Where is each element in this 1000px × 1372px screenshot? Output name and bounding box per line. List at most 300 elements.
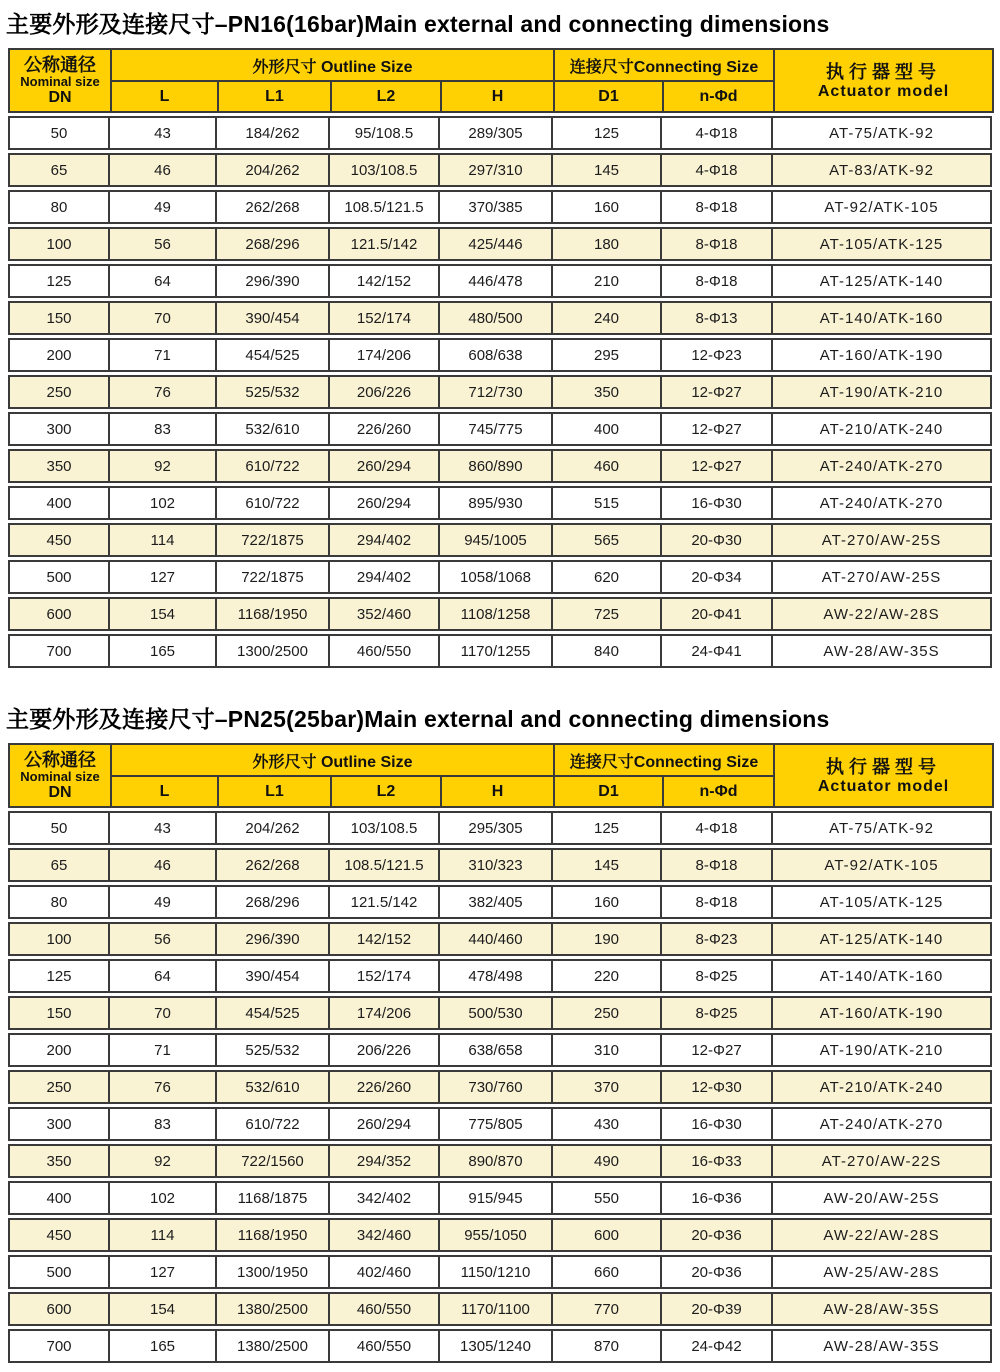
col-header-actuator <box>774 49 993 112</box>
table-cell: 152/174 <box>330 301 440 335</box>
table-cell: 955/1050 <box>440 1218 553 1252</box>
table-cell: 296/390 <box>217 922 330 956</box>
col-header-L1: L1 <box>218 81 331 112</box>
table-cell: 260/294 <box>330 486 440 520</box>
table-cell: 65 <box>8 153 110 187</box>
table-row <box>8 412 992 446</box>
table-cell: 350 <box>8 1144 110 1178</box>
table-cell: 402/460 <box>330 1255 440 1289</box>
table-cell: 71 <box>110 338 217 372</box>
col-header-H: H <box>441 81 554 112</box>
table-row <box>8 523 992 557</box>
table-cell: 500 <box>8 560 110 594</box>
pn25-header-table <box>8 743 994 808</box>
table-cell: AW-22/AW-28S <box>773 597 992 631</box>
table-cell: 152/174 <box>330 959 440 993</box>
table-cell: 300 <box>8 412 110 446</box>
table-cell: AT-210/ATK-240 <box>773 412 992 446</box>
col-header-nominal <box>9 744 111 807</box>
col-header-D1: D1 <box>554 81 663 112</box>
table-cell: AW-25/AW-28S <box>773 1255 992 1289</box>
table-cell: 125 <box>553 811 662 845</box>
table-cell: 4-Φ18 <box>662 153 773 187</box>
table-cell: AT-125/ATK-140 <box>773 922 992 956</box>
table-row <box>8 922 992 956</box>
table-cell: 160 <box>553 190 662 224</box>
table-cell: 262/268 <box>217 848 330 882</box>
table-cell: 174/206 <box>330 338 440 372</box>
table-cell: 460/550 <box>330 634 440 668</box>
table-cell: 610/722 <box>217 449 330 483</box>
table-cell: 1058/1068 <box>440 560 553 594</box>
table-cell: 700 <box>8 634 110 668</box>
col-header-nominal <box>9 49 111 112</box>
table-cell: 370 <box>553 1070 662 1104</box>
table-cell: 200 <box>8 1033 110 1067</box>
table-cell: 342/460 <box>330 1218 440 1252</box>
table-cell: 352/460 <box>330 597 440 631</box>
table-cell: 114 <box>110 1218 217 1252</box>
table-cell: AT-270/AW-25S <box>773 560 992 594</box>
table-cell: 145 <box>553 153 662 187</box>
table-cell: 145 <box>553 848 662 882</box>
nominal-zh-label: 公称通径 <box>24 54 96 75</box>
table-cell: AW-28/AW-35S <box>773 634 992 668</box>
table-cell: AT-105/ATK-125 <box>773 227 992 261</box>
table-cell: 83 <box>110 1107 217 1141</box>
table-cell: 154 <box>110 1292 217 1326</box>
table-cell: AT-105/ATK-125 <box>773 885 992 919</box>
table-cell: 450 <box>8 523 110 557</box>
table-cell: 700 <box>8 1329 110 1363</box>
table-cell: 150 <box>8 301 110 335</box>
table-cell: 250 <box>553 996 662 1030</box>
table-cell: 80 <box>8 885 110 919</box>
table-cell: 350 <box>8 449 110 483</box>
table-row <box>8 1181 992 1215</box>
table-cell: AT-270/AW-25S <box>773 523 992 557</box>
table-cell: AT-125/ATK-140 <box>773 264 992 298</box>
table-cell: 660 <box>553 1255 662 1289</box>
table-cell: AT-75/ATK-92 <box>773 811 992 845</box>
table-cell: 350 <box>553 375 662 409</box>
table-cell: 64 <box>110 264 217 298</box>
table-cell: 1380/2500 <box>217 1329 330 1363</box>
table-cell: 12-Φ30 <box>662 1070 773 1104</box>
table-cell: 12-Φ27 <box>662 1033 773 1067</box>
table-cell: 532/610 <box>217 412 330 446</box>
table-cell: 260/294 <box>330 1107 440 1141</box>
table-cell: 1300/2500 <box>217 634 330 668</box>
table-cell: 16-Φ36 <box>662 1181 773 1215</box>
table-cell: AT-140/ATK-160 <box>773 959 992 993</box>
table-cell: 620 <box>553 560 662 594</box>
table-cell: 160 <box>553 885 662 919</box>
table-cell: 16-Φ33 <box>662 1144 773 1178</box>
col-header-connecting: 连接尺寸Connecting Size <box>554 49 774 81</box>
table-cell: 184/262 <box>217 116 330 150</box>
table-cell: AW-28/AW-35S <box>773 1329 992 1363</box>
table-cell: AT-83/ATK-92 <box>773 153 992 187</box>
table-cell: 945/1005 <box>440 523 553 557</box>
table-cell: 310 <box>553 1033 662 1067</box>
table-row <box>8 153 992 187</box>
table-row <box>8 190 992 224</box>
table-cell: 500 <box>8 1255 110 1289</box>
table-cell: 56 <box>110 922 217 956</box>
table-cell: 500/530 <box>440 996 553 1030</box>
table-cell: 174/206 <box>330 996 440 1030</box>
table-cell: AW-22/AW-28S <box>773 1218 992 1252</box>
pn25-data-table <box>8 808 992 1366</box>
col-header-L1: L1 <box>218 776 331 807</box>
table-row <box>8 634 992 668</box>
table-cell: 915/945 <box>440 1181 553 1215</box>
col-header-n-phi-d: n-Φd <box>663 776 774 807</box>
table-row <box>8 959 992 993</box>
table-cell: 1170/1100 <box>440 1292 553 1326</box>
table-cell: 440/460 <box>440 922 553 956</box>
table-cell: 300 <box>8 1107 110 1141</box>
table-cell: 260/294 <box>330 449 440 483</box>
col-header-L2: L2 <box>331 776 441 807</box>
col-header-actuator <box>774 744 993 807</box>
table-cell: AT-92/ATK-105 <box>773 190 992 224</box>
table-cell: 65 <box>8 848 110 882</box>
col-header-D1: D1 <box>554 776 663 807</box>
table-cell: AT-190/ATK-210 <box>773 375 992 409</box>
table-cell: AT-140/ATK-160 <box>773 301 992 335</box>
table-cell: 142/152 <box>330 922 440 956</box>
pn25-title: 主要外形及连接尺寸–PN25(25bar)Main external and connecting dimensions <box>6 706 830 732</box>
table-cell: 525/532 <box>217 375 330 409</box>
table-cell: 24-Φ42 <box>662 1329 773 1363</box>
table-cell: 206/226 <box>330 1033 440 1067</box>
table-cell: 460/550 <box>330 1329 440 1363</box>
col-header-connecting: 连接尺寸Connecting Size <box>554 744 774 776</box>
table-cell: 125 <box>8 264 110 298</box>
table-cell: 550 <box>553 1181 662 1215</box>
table-cell: 121.5/142 <box>330 227 440 261</box>
table-cell: AW-28/AW-35S <box>773 1292 992 1326</box>
table-cell: 204/262 <box>217 811 330 845</box>
table-cell: 490 <box>553 1144 662 1178</box>
table-cell: 610/722 <box>217 1107 330 1141</box>
table-cell: 8-Φ23 <box>662 922 773 956</box>
table-cell: 722/1560 <box>217 1144 330 1178</box>
table-cell: 310/323 <box>440 848 553 882</box>
table-cell: 565 <box>553 523 662 557</box>
table-row <box>8 885 992 919</box>
table-cell: 12-Φ27 <box>662 412 773 446</box>
table-cell: 268/296 <box>217 227 330 261</box>
table-cell: 24-Φ41 <box>662 634 773 668</box>
table-row <box>8 1070 992 1104</box>
table-row <box>8 116 992 150</box>
table-cell: 16-Φ30 <box>662 1107 773 1141</box>
table-cell: 4-Φ18 <box>662 116 773 150</box>
table-cell: 450 <box>8 1218 110 1252</box>
table-cell: 370/385 <box>440 190 553 224</box>
table-cell: 770 <box>553 1292 662 1326</box>
table-cell: 289/305 <box>440 116 553 150</box>
table-cell: 12-Φ27 <box>662 449 773 483</box>
table-row <box>8 597 992 631</box>
pn16-section <box>8 6 992 671</box>
table-cell: 76 <box>110 1070 217 1104</box>
col-header-outline: 外形尺寸 Outline Size <box>111 49 554 81</box>
table-cell: 190 <box>553 922 662 956</box>
table-cell: 860/890 <box>440 449 553 483</box>
table-cell: 125 <box>553 116 662 150</box>
table-cell: 150 <box>8 996 110 1030</box>
table-cell: 240 <box>553 301 662 335</box>
table-cell: 8-Φ18 <box>662 848 773 882</box>
table-cell: 100 <box>8 922 110 956</box>
table-cell: AT-75/ATK-92 <box>773 116 992 150</box>
table-cell: 49 <box>110 190 217 224</box>
table-cell: 50 <box>8 116 110 150</box>
table-cell: 46 <box>110 848 217 882</box>
table-cell: 515 <box>553 486 662 520</box>
table-row <box>8 301 992 335</box>
nominal-zh-label: 公称通径 <box>24 749 96 770</box>
table-cell: 180 <box>553 227 662 261</box>
table-row <box>8 375 992 409</box>
table-cell: 200 <box>8 338 110 372</box>
table-cell: 775/805 <box>440 1107 553 1141</box>
table-cell: 730/760 <box>440 1070 553 1104</box>
table-cell: 460 <box>553 449 662 483</box>
table-cell: 600 <box>553 1218 662 1252</box>
table-cell: 478/498 <box>440 959 553 993</box>
pn25-section <box>8 701 992 1366</box>
nominal-en-label: Nominal size <box>20 768 100 784</box>
table-row <box>8 1329 992 1363</box>
col-header-outline: 外形尺寸 Outline Size <box>111 744 554 776</box>
table-cell: 12-Φ23 <box>662 338 773 372</box>
nominal-dn-label: DN <box>48 783 72 801</box>
table-cell: 722/1875 <box>217 560 330 594</box>
table-cell: 165 <box>110 634 217 668</box>
table-cell: 71 <box>110 1033 217 1067</box>
table-cell: 8-Φ25 <box>662 959 773 993</box>
table-row <box>8 227 992 261</box>
pn16-header-table <box>8 48 994 113</box>
table-cell: 250 <box>8 375 110 409</box>
table-cell: 400 <box>8 1181 110 1215</box>
table-row <box>8 338 992 372</box>
table-cell: 342/402 <box>330 1181 440 1215</box>
table-cell: 8-Φ18 <box>662 885 773 919</box>
table-cell: 49 <box>110 885 217 919</box>
col-header-L2: L2 <box>331 81 441 112</box>
table-cell: 154 <box>110 597 217 631</box>
table-cell: 20-Φ36 <box>662 1218 773 1252</box>
col-header-n-phi-d: n-Φd <box>663 81 774 112</box>
table-cell: 840 <box>553 634 662 668</box>
table-row <box>8 1033 992 1067</box>
table-row <box>8 848 992 882</box>
table-cell: 108.5/121.5 <box>330 190 440 224</box>
table-cell: 70 <box>110 996 217 1030</box>
table-cell: 610/722 <box>217 486 330 520</box>
table-cell: 725 <box>553 597 662 631</box>
table-row <box>8 264 992 298</box>
table-cell: 127 <box>110 560 217 594</box>
table-cell: 1380/2500 <box>217 1292 330 1326</box>
table-row <box>8 1255 992 1289</box>
table-cell: 745/775 <box>440 412 553 446</box>
table-cell: 12-Φ27 <box>662 375 773 409</box>
table-cell: 297/310 <box>440 153 553 187</box>
actuator-en-label: Actuator model <box>817 82 950 100</box>
table-cell: 108.5/121.5 <box>330 848 440 882</box>
table-cell: 114 <box>110 523 217 557</box>
pn16-title: 主要外形及连接尺寸–PN16(16bar)Main external and connecting dimensions <box>6 11 830 37</box>
table-row <box>8 1218 992 1252</box>
nominal-dn-label: DN <box>48 88 72 106</box>
table-cell: AT-270/AW-22S <box>773 1144 992 1178</box>
table-cell: 8-Φ18 <box>662 190 773 224</box>
table-cell: 600 <box>8 597 110 631</box>
table-cell: 92 <box>110 449 217 483</box>
table-cell: 92 <box>110 1144 217 1178</box>
table-cell: 4-Φ18 <box>662 811 773 845</box>
table-cell: 1168/1950 <box>217 597 330 631</box>
table-cell: 16-Φ30 <box>662 486 773 520</box>
table-cell: 296/390 <box>217 264 330 298</box>
table-cell: 46 <box>110 153 217 187</box>
table-cell: AW-20/AW-25S <box>773 1181 992 1215</box>
table-cell: 382/405 <box>440 885 553 919</box>
table-cell: 1150/1210 <box>440 1255 553 1289</box>
table-row <box>8 486 992 520</box>
table-cell: 425/446 <box>440 227 553 261</box>
table-cell: 390/454 <box>217 301 330 335</box>
table-cell: 8-Φ18 <box>662 264 773 298</box>
table-cell: 722/1875 <box>217 523 330 557</box>
table-cell: AT-240/ATK-270 <box>773 1107 992 1141</box>
table-cell: 454/525 <box>217 338 330 372</box>
table-cell: 102 <box>110 1181 217 1215</box>
table-row <box>8 449 992 483</box>
table-cell: 400 <box>553 412 662 446</box>
table-cell: AT-240/ATK-270 <box>773 486 992 520</box>
table-cell: 100 <box>8 227 110 261</box>
table-cell: 532/610 <box>217 1070 330 1104</box>
table-cell: AT-160/ATK-190 <box>773 338 992 372</box>
table-cell: 102 <box>110 486 217 520</box>
table-cell: AT-92/ATK-105 <box>773 848 992 882</box>
actuator-zh-label: 执行器型号 <box>826 756 942 777</box>
table-cell: 204/262 <box>217 153 330 187</box>
table-cell: 1305/1240 <box>440 1329 553 1363</box>
actuator-en-label: Actuator model <box>817 777 950 795</box>
table-cell: 95/108.5 <box>330 116 440 150</box>
pn16-data-table <box>8 113 992 671</box>
table-cell: 294/352 <box>330 1144 440 1178</box>
table-cell: 125 <box>8 959 110 993</box>
table-cell: 638/658 <box>440 1033 553 1067</box>
table-cell: 600 <box>8 1292 110 1326</box>
table-cell: 480/500 <box>440 301 553 335</box>
table-cell: 103/108.5 <box>330 811 440 845</box>
table-cell: 165 <box>110 1329 217 1363</box>
table-cell: 400 <box>8 486 110 520</box>
table-cell: 294/402 <box>330 560 440 594</box>
table-cell: AT-190/ATK-210 <box>773 1033 992 1067</box>
table-cell: 446/478 <box>440 264 553 298</box>
table-cell: 220 <box>553 959 662 993</box>
table-cell: 83 <box>110 412 217 446</box>
table-cell: 76 <box>110 375 217 409</box>
table-cell: 103/108.5 <box>330 153 440 187</box>
table-row <box>8 1144 992 1178</box>
col-header-H: H <box>441 776 554 807</box>
table-cell: 80 <box>8 190 110 224</box>
table-cell: 895/930 <box>440 486 553 520</box>
table-cell: 127 <box>110 1255 217 1289</box>
table-cell: 8-Φ13 <box>662 301 773 335</box>
table-cell: 20-Φ39 <box>662 1292 773 1326</box>
table-cell: AT-210/ATK-240 <box>773 1070 992 1104</box>
table-cell: 250 <box>8 1070 110 1104</box>
table-cell: 295/305 <box>440 811 553 845</box>
table-cell: 294/402 <box>330 523 440 557</box>
table-cell: 712/730 <box>440 375 553 409</box>
table-cell: 460/550 <box>330 1292 440 1326</box>
table-cell: 1170/1255 <box>440 634 553 668</box>
table-cell: 454/525 <box>217 996 330 1030</box>
table-cell: 226/260 <box>330 412 440 446</box>
table-cell: 64 <box>110 959 217 993</box>
table-cell: 20-Φ36 <box>662 1255 773 1289</box>
table-cell: 206/226 <box>330 375 440 409</box>
table-row <box>8 560 992 594</box>
table-cell: 56 <box>110 227 217 261</box>
table-cell: 70 <box>110 301 217 335</box>
table-cell: 142/152 <box>330 264 440 298</box>
table-cell: 890/870 <box>440 1144 553 1178</box>
table-cell: 1168/1950 <box>217 1218 330 1252</box>
table-cell: 43 <box>110 811 217 845</box>
table-cell: 50 <box>8 811 110 845</box>
col-header-L: L <box>111 776 218 807</box>
table-cell: 43 <box>110 116 217 150</box>
table-cell: 8-Φ18 <box>662 227 773 261</box>
table-cell: 268/296 <box>217 885 330 919</box>
table-cell: AT-240/ATK-270 <box>773 449 992 483</box>
table-row <box>8 1107 992 1141</box>
table-cell: 1168/1875 <box>217 1181 330 1215</box>
table-cell: 262/268 <box>217 190 330 224</box>
table-cell: 870 <box>553 1329 662 1363</box>
table-cell: 226/260 <box>330 1070 440 1104</box>
actuator-zh-label: 执行器型号 <box>826 61 942 82</box>
table-cell: 525/532 <box>217 1033 330 1067</box>
table-cell: 1300/1950 <box>217 1255 330 1289</box>
table-cell: 390/454 <box>217 959 330 993</box>
table-cell: 210 <box>553 264 662 298</box>
col-header-L: L <box>111 81 218 112</box>
table-row <box>8 1292 992 1326</box>
table-cell: 121.5/142 <box>330 885 440 919</box>
table-row <box>8 811 992 845</box>
table-cell: 608/638 <box>440 338 553 372</box>
nominal-en-label: Nominal size <box>20 73 100 89</box>
table-cell: 20-Φ30 <box>662 523 773 557</box>
